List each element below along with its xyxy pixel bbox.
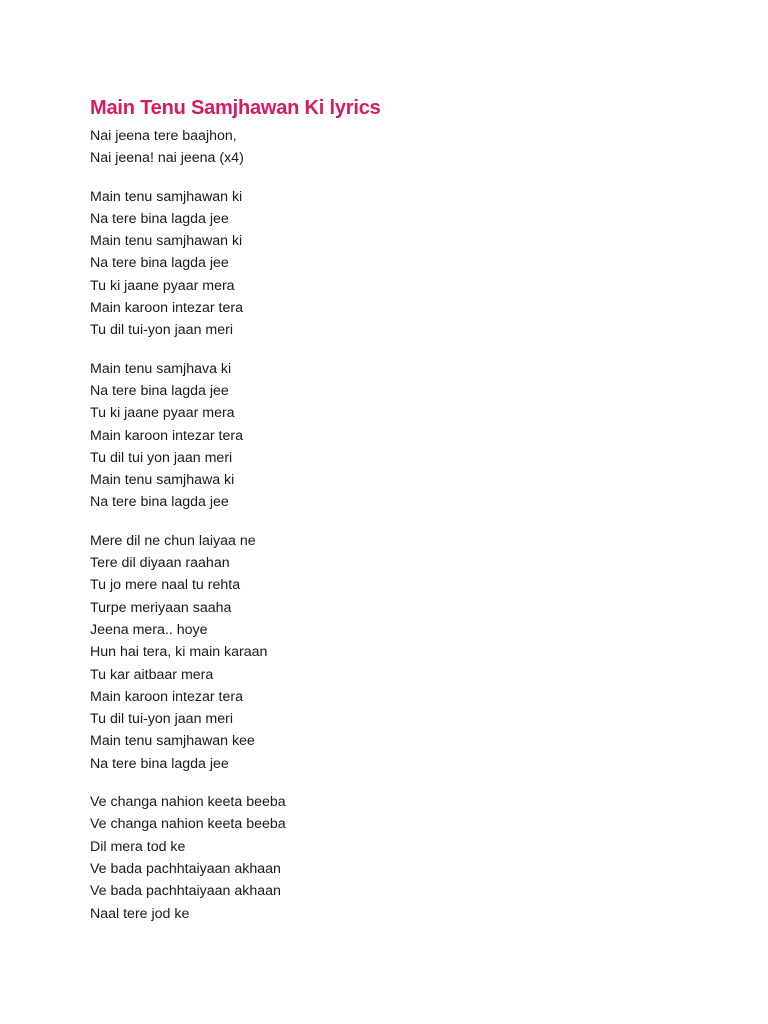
lyrics-line: Main tenu samjhava ki — [90, 360, 232, 377]
lyrics-line: Ve changa nahion keeta beeba — [90, 816, 286, 833]
lyrics-line: Tu dil tui-yon jaan meri — [90, 322, 233, 339]
lyrics-line: Jeena mera.. hoye — [90, 621, 208, 638]
lyrics-stanza — [90, 530, 690, 775]
lyrics-line: Nai jeena! nai jeena (x4) — [90, 150, 244, 167]
lyrics-stanza — [90, 358, 690, 514]
lyrics-document — [90, 95, 690, 941]
lyrics-line: Mere dil ne chun laiyaa ne — [90, 532, 256, 549]
lyrics-line: Na tere bina lagda jee — [90, 755, 229, 772]
lyrics-line: Turpe meriyaan saaha — [90, 599, 232, 616]
lyrics-line: Main tenu samjhawan kee — [90, 733, 255, 750]
lyrics-line: Tu kar aitbaar mera — [90, 666, 214, 683]
lyrics-stanza — [90, 125, 690, 170]
lyrics-line: Tu ki jaane pyaar mera — [90, 277, 235, 294]
lyrics-line: Na tere bina lagda jee — [90, 494, 229, 511]
lyrics-stanza — [90, 791, 690, 925]
lyrics-line: Na tere bina lagda jee — [90, 382, 229, 399]
lyrics-line: Main tenu samjhawa ki — [90, 472, 235, 489]
lyrics-line: Ve changa nahion keeta beeba — [90, 794, 286, 811]
lyrics-line: Tu dil tui yon jaan meri — [90, 449, 233, 466]
lyrics-body — [90, 125, 690, 925]
lyrics-line: Main tenu samjhawan ki — [90, 188, 243, 205]
lyrics-line: Naal tere jod ke — [90, 905, 190, 922]
lyrics-line: Ve bada pachhtaiyaan akhaan — [90, 860, 281, 877]
page-title: Main Tenu Samjhawan Ki lyrics — [90, 97, 381, 119]
lyrics-line: Main karoon intezar tera — [90, 300, 243, 317]
lyrics-stanza — [90, 186, 690, 342]
lyrics-line: Main karoon intezar tera — [90, 427, 243, 444]
lyrics-line: Tu jo mere naal tu rehta — [90, 577, 241, 594]
lyrics-line: Tu ki jaane pyaar mera — [90, 405, 235, 422]
lyrics-line: Ve bada pachhtaiyaan akhaan — [90, 883, 281, 900]
lyrics-line: Na tere bina lagda jee — [90, 255, 229, 272]
lyrics-line: Tu dil tui-yon jaan meri — [90, 711, 233, 728]
lyrics-line: Main tenu samjhawan ki — [90, 233, 243, 250]
lyrics-line: Main karoon intezar tera — [90, 688, 243, 705]
lyrics-line: Dil mera tod ke — [90, 838, 186, 855]
lyrics-line: Na tere bina lagda jee — [90, 210, 229, 227]
lyrics-line: Tere dil diyaan raahan — [90, 555, 230, 572]
lyrics-line: Nai jeena tere baajhon, — [90, 128, 237, 144]
lyrics-line: Hun hai tera, ki main karaan — [90, 644, 268, 661]
